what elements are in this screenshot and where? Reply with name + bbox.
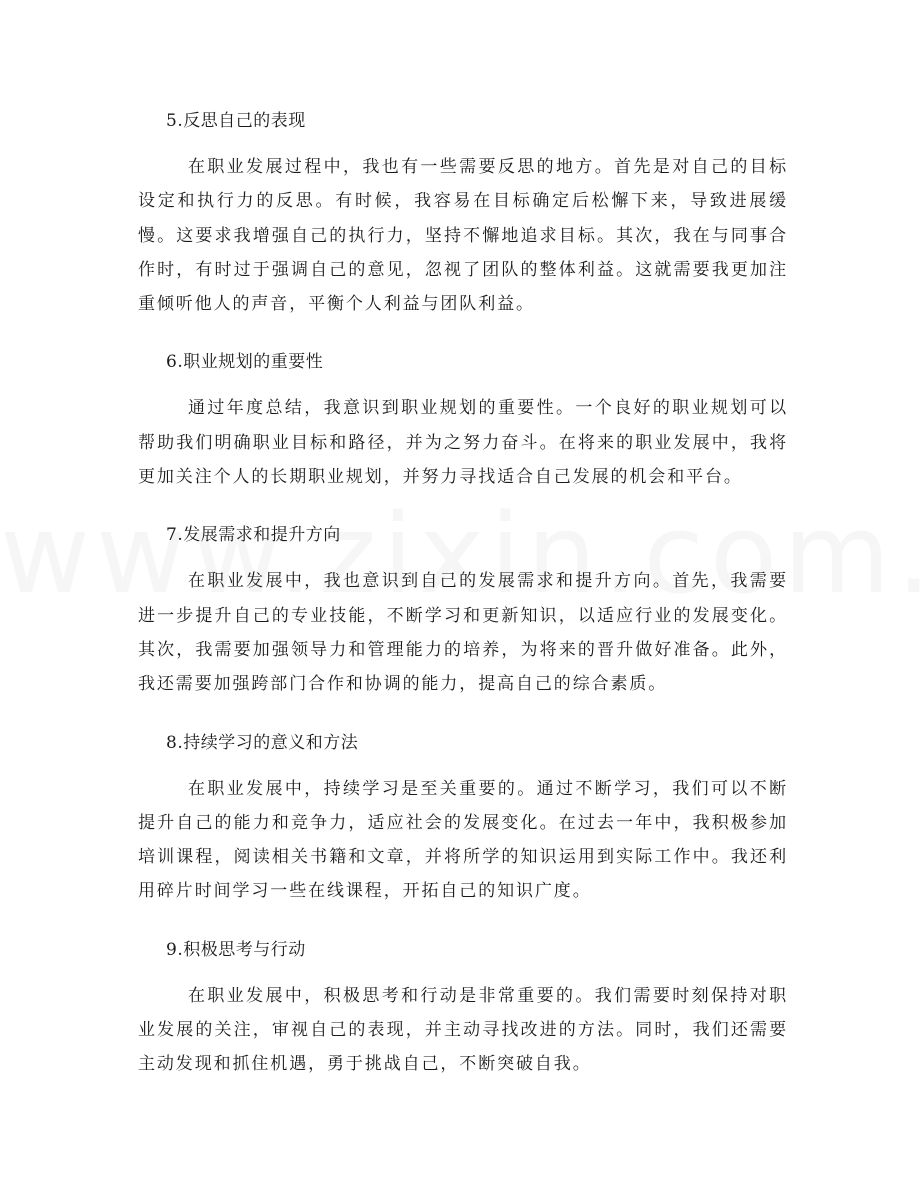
document-content	[138, 104, 788, 1082]
section-paragraph: 在职业发展中，持续学习是至关重要的。通过不断学习，我们可以不断提升自己的能力和竞争力，适应社会的发展变化。在过去一年中，我积极参加培训课程，阅读相关书籍和文章，并将所学的知识运用到实际工作中。我还利用碎片时间学习一些在线课程，开拓自己的知识广度。	[138, 778, 788, 902]
section-paragraph: 通过年度总结，我意识到职业规划的重要性。一个良好的职业规划可以帮助我们明确职业目标和路径，并为之努力奋斗。在将来的职业发展中，我将更加关注个人的长期职业规划，并努力寻找适合自己发展的机会和平台。	[138, 398, 788, 488]
section-positive-thinking	[138, 933, 788, 1082]
section-heading: 7.发展需求和提升方向	[166, 525, 341, 546]
section-heading: 5.反思自己的表现	[166, 111, 306, 131]
section-development-needs	[138, 518, 788, 701]
section-heading: 9.积极思考与行动	[166, 939, 306, 960]
section-paragraph: 在职业发展中，积极思考和行动是非常重要的。我们需要时刻保持对职业发展的关注，审视自己的表现，并主动寻找改进的方法。同时，我们还需要主动发现和抓住机遇，勇于挑战自己，不断突破自我。	[138, 985, 788, 1075]
section-paragraph: 在职业发展过程中，我也有一些需要反思的地方。首先是对自己的目标设定和执行力的反思。有时候，我容易在目标确定后松懈下来，导致进展缓慢。这要求我增强自己的执行力，坚持不懈地追求目标。其次，我在与同事合作时，有时过于强调自己的意见，忽视了团队的整体利益。这就需要我更加注重倾听他人的声音，平衡个人利益与团队利益。	[138, 157, 788, 315]
section-heading: 8.持续学习的意义和方法	[166, 732, 359, 753]
section-continuous-learning	[138, 726, 788, 909]
section-heading: 6.职业规划的重要性	[166, 352, 324, 373]
section-paragraph: 在职业发展中，我也意识到自己的发展需求和提升方向。首先，我需要进一步提升自己的专业技能，不断学习和更新知识，以适应行业的发展变化。其次，我需要加强领导力和管理能力的培养，为将来的晋升做好准备。此外，我还需要加强跨部门合作和协调的能力，提高自己的综合素质。	[138, 571, 788, 695]
section-reflection	[138, 104, 788, 321]
section-career-planning	[138, 345, 788, 494]
